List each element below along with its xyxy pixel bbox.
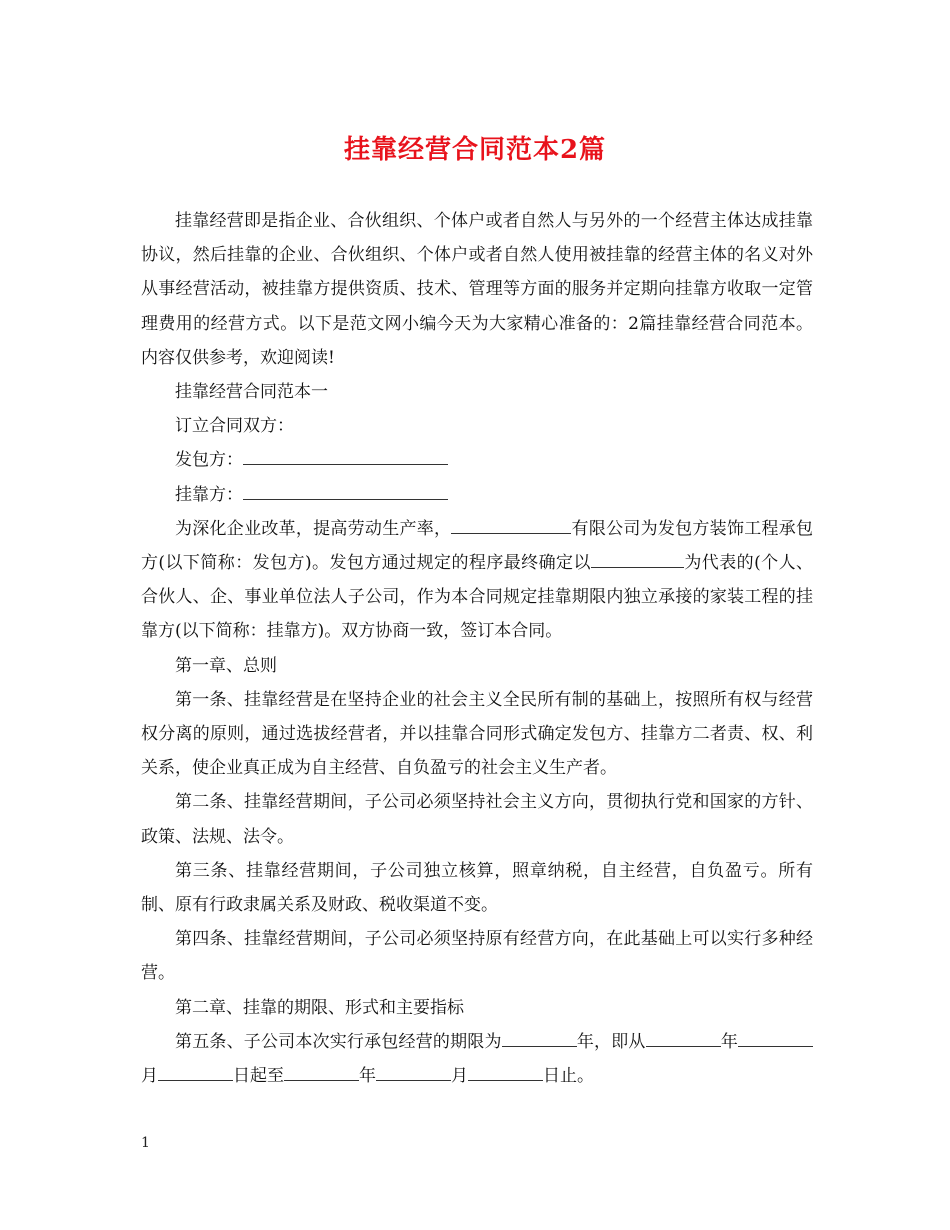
intro-paragraph: 挂靠经营即是指企业、合伙组织、个体户或者自然人与另外的一个经营主体达成挂靠协议，然后挂靠的企业、合伙组织、个体户或者自然人使用被挂靠的经营主体的名义对外从事经营活动，被挂靠方提供资质、技术、管理等方面的服务并定期向挂靠方收取一定管理费用的经营方式。以下是范文网小编今天为大家精心准备的：2篇挂靠经营合同范本。内容仅供参考，欢迎阅读! xyxy=(141,211,813,368)
party-b-line xyxy=(141,478,813,512)
preamble-part3: 为代表的(个人、合伙人、企、事业单位法人子公司，作为本合同规定挂靠期限内独立承接的家装工程的挂靠方(以下简称：挂靠方)。双方协商一致，签订本合同。 xyxy=(141,553,814,642)
preamble-paragraph xyxy=(141,512,813,649)
start-day-blank xyxy=(158,1062,233,1081)
party-b-blank xyxy=(243,481,448,500)
party-a-line xyxy=(141,443,813,477)
preamble-part2: 有限公司为发包方装饰工程承包方(以下简称：发包方)。发包方通过规定的程序最终确定以 xyxy=(141,518,814,574)
document-body xyxy=(141,204,813,1093)
party-a-label: 发包方： xyxy=(175,450,243,471)
preamble-part1: 为深化企业改革，提高劳动生产率， xyxy=(175,518,452,539)
article-1: 第一条、挂靠经营是在坚持企业的社会主义全民所有制的基础上，按照所有权与经营权分离的原则，通过选拔经营者，并以挂靠合同形式确定发包方、挂靠方二者责、权、利关系，使企业真正成为自主经营、自负盈亏的社会主义生产者。 xyxy=(141,689,813,779)
article-5-month2: 月 xyxy=(451,1066,468,1087)
document-title: 挂靠经营合同范本2篇 xyxy=(343,135,607,165)
article-2: 第二条、挂靠经营期间，子公司必须坚持社会主义方向，贯彻执行党和国家的方针、政策、法规、法令。 xyxy=(141,792,813,847)
end-day-blank xyxy=(468,1062,543,1081)
article-3: 第三条、挂靠经营期间，子公司独立核算，照章纳税，自主经营，自负盈亏。所有制、原有行政隶属关系及财政、税收渠道不变。 xyxy=(141,860,813,916)
chapter1-title: 第一章、总则 xyxy=(175,655,277,676)
chapter2-title: 第二章、挂靠的期限、形式和主要指标 xyxy=(175,997,464,1018)
party-a-blank xyxy=(243,446,448,465)
article-5-lead: 第五条、子公司本次实行承包经营的期限为 xyxy=(175,1031,502,1052)
article-5 xyxy=(141,1025,813,1093)
page-number: 1 xyxy=(141,1135,150,1151)
article-5-month1: 月 xyxy=(141,1066,158,1087)
article-5-day1: 日起至 xyxy=(233,1066,284,1087)
representative-blank xyxy=(591,549,684,568)
section-title: 挂靠经营合同范本一 xyxy=(175,382,328,403)
article-5-year2: 年 xyxy=(720,1031,739,1052)
company-name-blank xyxy=(451,515,571,534)
term-years-blank xyxy=(502,1028,577,1047)
end-year-blank xyxy=(284,1062,359,1081)
article-4: 第四条、挂靠经营期间，子公司必须坚持原有经营方向，在此基础上可以实行多种经营。 xyxy=(141,929,813,984)
parties-heading: 订立合同双方： xyxy=(175,416,294,437)
start-year-blank xyxy=(646,1028,721,1047)
article-5-year1: 年，即从 xyxy=(576,1031,646,1052)
article-5-year3: 年 xyxy=(359,1066,376,1087)
article-5-end: 日止。 xyxy=(543,1066,594,1087)
party-b-label: 挂靠方： xyxy=(175,484,243,505)
start-month-blank xyxy=(738,1028,813,1047)
end-month-blank xyxy=(376,1062,451,1081)
